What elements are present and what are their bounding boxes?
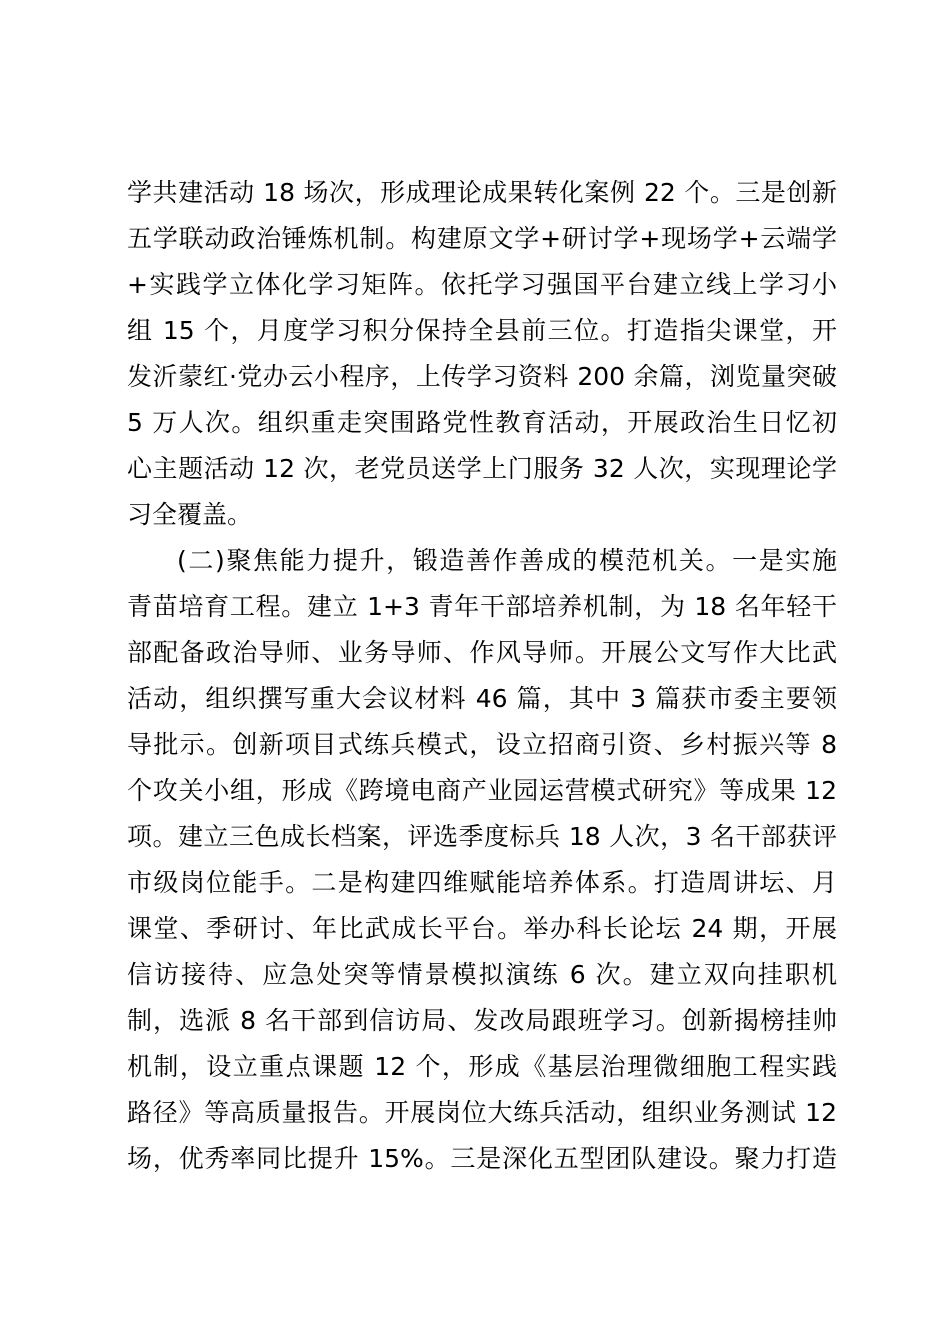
text-line: 制，选派 8 名干部到信访局、发改局跟班学习。创新揭榜挂帅	[127, 1006, 837, 1035]
text-line: 市级岗位能手。二是构建四维赋能培养体系。打造周讲坛、月	[127, 868, 837, 897]
text-line: 组 15 个，月度学习积分保持全县前三位。打造指尖课堂，开	[127, 316, 837, 345]
text-line: 信访接待、应急处突等情景模拟演练 6 次。建立双向挂职机	[127, 960, 837, 989]
text-line: 场，优秀率同比提升 15%。三是深化五型团队建设。聚力打造	[127, 1144, 837, 1173]
text-line: 个攻关小组，形成《跨境电商产业园运营模式研究》等成果 12	[127, 776, 837, 805]
text-line: 项。建立三色成长档案，评选季度标兵 18 人次，3 名干部获评	[127, 822, 837, 851]
text-line: 青苗培育工程。建立 1+3 青年干部培养机制，为 18 名年轻干	[127, 592, 837, 621]
text-line: 学共建活动 18 场次，形成理论成果转化案例 22 个。三是创新	[127, 178, 837, 207]
text-line: 活动，组织撰写重大会议材料 46 篇，其中 3 篇获市委主要领	[127, 684, 837, 713]
text-line: 机制，设立重点课题 12 个，形成《基层治理微细胞工程实践	[127, 1052, 837, 1081]
text-line: +实践学立体化学习矩阵。依托学习强国平台建立线上学习小	[127, 270, 837, 299]
text-line: 习全覆盖。	[127, 500, 253, 529]
text-line: 发沂蒙红·党办云小程序，上传学习资料 200 余篇，浏览量突破	[127, 362, 837, 391]
paragraph-start-line: (二)聚焦能力提升，锻造善作善成的模范机关。一是实施	[177, 546, 837, 575]
body-text	[127, 170, 837, 1182]
text-line: 部配备政治导师、业务导师、作风导师。开展公文写作大比武	[127, 638, 837, 667]
text-line: 5 万人次。组织重走突围路党性教育活动，开展政治生日忆初	[127, 408, 837, 437]
text-line: 心主题活动 12 次，老党员送学上门服务 32 人次，实现理论学	[127, 454, 837, 483]
text-line: 五学联动政治锤炼机制。构建原文学+研讨学+现场学+云端学	[127, 224, 837, 253]
text-line: 路径》等高质量报告。开展岗位大练兵活动，组织业务测试 12	[127, 1098, 837, 1127]
text-line: 课堂、季研讨、年比武成长平台。举办科长论坛 24 期，开展	[127, 914, 837, 943]
text-line: 导批示。创新项目式练兵模式，设立招商引资、乡村振兴等 8	[127, 730, 837, 759]
